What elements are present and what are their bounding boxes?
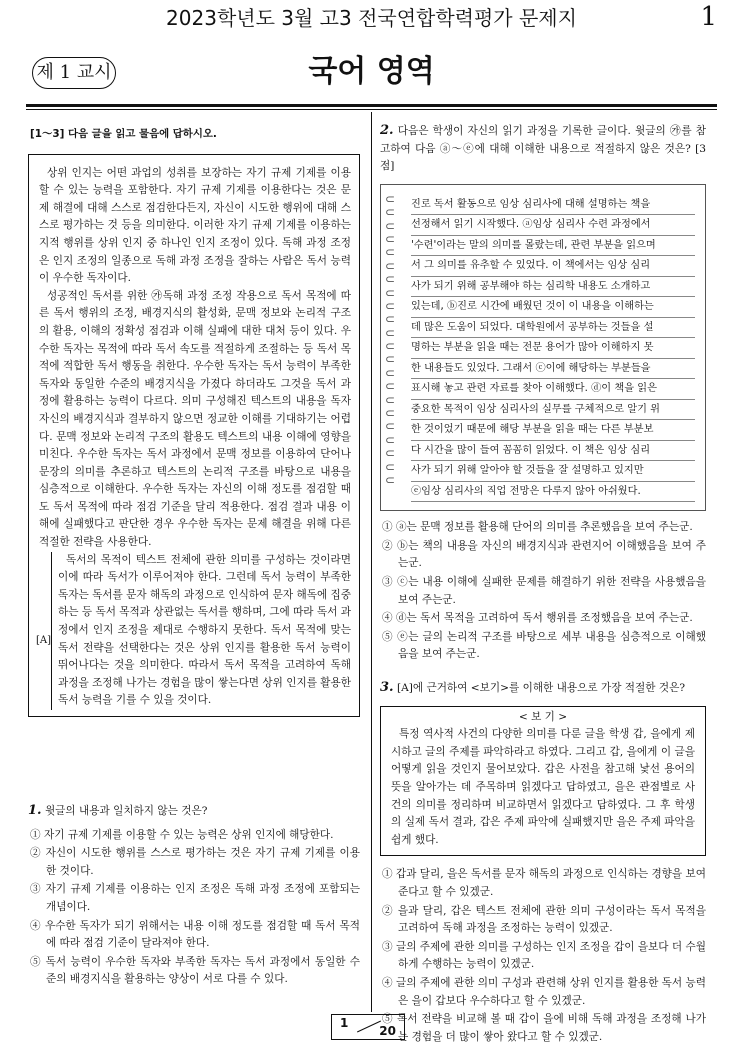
notebook-line: 명하는 부분을 읽을 때는 전문 용어가 많아 이해하지 못 bbox=[411, 338, 695, 359]
spiral-ring-icon: ⊂ bbox=[385, 258, 396, 273]
passage-paragraph-1: 상위 인지는 어떤 과업의 성취를 보장하는 자기 규제 기제를 이용할 수 있는 능력을 포함한다. 자기 규제 기제를 이용한다는 것은 문제 해결에 대해 스스로 점검한다든지, 자신이 시도한 행위에 대해 스스로 평가하는 것 등을 의미한다. 이러한 자기 규제 기제를 이용하는 지적 행위를 상위 인지 중 하나인 인지 조정이 있다. 독해 과정 조정은 인지 조정의 일종으로 독해 과정 조정을 잘하는 사람은 독서 능력이 우수한 독자이다. bbox=[39, 166, 351, 285]
notebook-line: 다 시간을 많이 들여 꼼꼼히 읽었다. 이 책은 임상 심리 bbox=[411, 441, 695, 462]
spiral-ring-icon: ⊂ bbox=[385, 419, 396, 434]
q3-option-3[interactable]: ③ 글의 주제에 관한 의미를 구성하는 인지 조정을 갑이 을보다 더 수월하게 수행하는 능력이 있겠군. bbox=[382, 940, 706, 971]
column-divider bbox=[371, 112, 372, 1012]
notebook-line: 서 그 의미를 유추할 수 있었다. 이 책에서는 임상 심리 bbox=[411, 256, 695, 277]
notebook-line: '수련'이라는 말의 의미를 몰랐는데, 관련 부분을 읽으며 bbox=[411, 236, 695, 257]
spiral-ring-icon: ⊂ bbox=[385, 191, 396, 206]
notebook-line: 사가 되기 위해 알아야 할 것들을 잘 설명하고 있지만 bbox=[411, 461, 695, 482]
footer-slash bbox=[357, 1021, 381, 1033]
spiral-ring-icon: ⊂ bbox=[385, 205, 396, 220]
question-2-stem bbox=[380, 122, 706, 176]
spiral-ring-icon: ⊂ bbox=[385, 379, 396, 394]
notebook-rings bbox=[385, 193, 405, 488]
notebook-line: 한 것이었기 때문에 해당 부분을 읽을 때는 다른 부분보 bbox=[411, 420, 695, 441]
left-column bbox=[28, 112, 360, 986]
spiral-ring-icon: ⊂ bbox=[385, 446, 396, 461]
q2-option-2[interactable]: ② ⓑ는 책의 내용을 자신의 배경지식과 관련지어 이해했음을 보여 주는군. bbox=[382, 539, 706, 570]
q1-option-3[interactable]: ③ 자기 규제 기제를 이용하는 인지 조정은 독해 과정 조정에 포함되는 개념이다. bbox=[30, 883, 360, 913]
question-1-text: 윗글의 내용과 일치하지 않는 것은? bbox=[44, 805, 208, 817]
q2-option-1[interactable]: ① ⓐ는 문맥 정보를 활용해 단어의 의미를 추론했음을 보여 주는군. bbox=[382, 521, 693, 534]
question-1-number: 1. bbox=[28, 803, 42, 818]
header-rule bbox=[26, 104, 717, 107]
page-number: 1 bbox=[700, 2, 717, 32]
notebook-line: 표시해 놓고 관련 자료를 찾아 이해했다. ⓓ이 책을 읽은 bbox=[411, 379, 695, 400]
right-column bbox=[380, 122, 706, 1047]
notebook-line: ⓔ임상 심리사의 직업 전망은 다루지 않아 아쉬웠다. bbox=[411, 482, 695, 503]
spiral-ring-icon: ⊂ bbox=[385, 231, 396, 246]
q2-option-3[interactable]: ③ ⓒ는 내용 이해에 실패한 문제를 해결하기 위한 전략을 사용했음을 보여 주는군. bbox=[382, 576, 706, 606]
q3-option-5[interactable]: ⑤ 독서 전략을 비교해 볼 때 갑이 을에 비해 독해 과정을 조정해 나가는 경험을 더 많이 쌓아 왔다고 할 수 있겠군. bbox=[382, 1013, 706, 1043]
bogi-title: < 보 기 > bbox=[518, 710, 568, 723]
exam-title: 2023학년도 3월 고3 전국연합학력평가 문제지 bbox=[166, 6, 577, 30]
spiral-ring-icon: ⊂ bbox=[385, 459, 396, 474]
subject-title: 국어 영역 bbox=[308, 54, 435, 89]
spiral-ring-icon: ⊂ bbox=[385, 218, 396, 233]
spiral-ring-icon: ⊂ bbox=[385, 392, 396, 407]
question-2-number: 2. bbox=[380, 123, 394, 138]
q1-option-5[interactable]: ⑤ 독서 능력이 우수한 독자와 부족한 독자는 독서 과정에서 동일한 수준의 배경지식을 활용하는 양상이 서로 다를 수 있다. bbox=[30, 955, 360, 986]
question-3-number: 3. bbox=[380, 680, 394, 696]
reading-passage bbox=[28, 154, 360, 717]
passage-paragraph-3: 독서의 목적이 텍스트 전체에 관한 의미를 구성하는 것이라면 이에 따라 독서가 이루어져야 한다. 그런데 독서 능력이 부족한 독자는 독서를 문자 해독의 과정으로 인식하여 문자 해독에 집중하는 등 독서 목적과 상관없는 독서를 행하며, 그에 따라 독서 과정에서 인지 조정을 제대로 수행하지 못한다. 독서 목적에 맞는 독서 전략을 선택한다는 것은 상위 인지를 활용한 독서 능력이 뛰어나다는 것을 의미한다. 따라서 독서 목적을 고려하여 독해 과정을 조정해 나가는 경험을 많이 쌓는다면 상위 인지를 활용한 독서 능력을 기를 수 있을 것이다. bbox=[58, 553, 352, 707]
spiral-ring-icon: ⊂ bbox=[385, 365, 396, 380]
question-1-stem bbox=[28, 802, 360, 821]
q3-option-1[interactable]: ① 갑과 달리, 을은 독서를 문자 해독의 과정으로 인식하는 경향을 보여 준다고 할 수 있겠군. bbox=[382, 868, 706, 898]
notebook-line: 있는데, ⓑ진로 시간에 배웠던 것이 이 내용을 이해하는 bbox=[411, 297, 695, 318]
question-1 bbox=[28, 802, 360, 990]
passage-bracket-a bbox=[36, 552, 352, 710]
q1-option-1[interactable]: ① 자기 규제 기제를 이용할 수 있는 능력은 상위 인지에 해당한다. bbox=[30, 828, 334, 841]
q3-option-4[interactable]: ④ 글의 주제에 관한 의미 구성과 관련해 상위 인지를 활용한 독서 능력은 을이 갑보다 우수하다고 할 수 있겠군. bbox=[382, 976, 706, 1007]
spiral-ring-icon: ⊂ bbox=[385, 339, 396, 354]
reading-log-notebook bbox=[380, 184, 706, 512]
q1-option-2[interactable]: ② 자신이 시도한 행위를 스스로 평가하는 것은 자기 규제 기제를 이용한 것이다. bbox=[30, 847, 360, 877]
bracket-tag: [A] bbox=[36, 634, 52, 646]
header-rule-thin bbox=[26, 109, 717, 110]
q3-option-2[interactable]: ② 을과 달리, 갑은 텍스트 전체에 관한 의미 구성이라는 독서 목적을 고려하여 독해 과정을 조정하는 능력이 있겠군. bbox=[382, 904, 706, 935]
bogi-text: 특정 역사적 사건의 다양한 의미를 다룬 글을 학생 갑, 을에게 제시하고 글의 주제를 파악하라고 하였다. 그리고 갑, 을에게 이 글을 어떻게 읽을 것인지 물어보았다. 갑은 사전을 참고해 낯선 용어의 뜻을 알아가는 데 주목하며 읽겠다고 답하였고, 을은 관점별로 사건의 의미를 정리하며 비교하면서 읽겠다고 답하였다. 그 후 학생의 실제 독서 결과, 갑은 주제 파악에 실패했지만 을은 주제 파악을 쉽게 했다. bbox=[391, 728, 695, 846]
spiral-ring-icon: ⊂ bbox=[385, 352, 396, 367]
question-3-stem bbox=[380, 679, 706, 698]
q2-option-5[interactable]: ⑤ ⓔ는 글의 논리적 구조를 바탕으로 세부 내용을 심층적으로 이해했음을 보여 주는군. bbox=[382, 630, 706, 661]
q2-option-4[interactable]: ④ ⓓ는 독서 목적을 고려하여 독서 행위를 조정했음을 보여 주는군. bbox=[382, 612, 693, 625]
spiral-ring-icon: ⊂ bbox=[385, 245, 396, 260]
notebook-line: 사가 되기 위해 공부해야 하는 심리학 내용도 소개하고 bbox=[411, 277, 695, 298]
spiral-ring-icon: ⊂ bbox=[385, 285, 396, 300]
page-footer bbox=[331, 1014, 405, 1040]
bogi-box bbox=[380, 706, 706, 857]
session-badge: 제 1 교시 bbox=[32, 57, 116, 89]
passage-paragraph-2: 성공적인 독서를 위한 ㉮독해 과정 조정 작용으로 독서 목적에 따른 독서 행위의 조정, 배경지식의 활성화, 문맥 정보와 논리적 구조의 활용, 이해의 정확성 점검과 이해 실패에 대한 대처 등이 있다. 우수한 독자는 목적에 따라 독서 속도를 적절하게 조절하는 등 독서 목적에 적합한 독서 행동을 취한다. 우수한 독자는 독서 능력이 부족한 독자와 동일한 수준의 배경지식을 가졌다 하더라도 그것을 독서 과정에 활용하는 능력이 다르다. 의미 구성해진 텍스트의 내용을 독자 자신의 배경지식과 결부하지 않으면 정교한 이해를 기대하기는 어렵다. 문맥 정보와 논리적 구조의 활용도 텍스트의 내용 이해에 영향을 미친다. 우수한 독자는 독서 과정에서 문맥 정보를 이용하여 단어나 문장의 의미를 추론하고 텍스트의 논리적 구조를 바탕으로 내용을 심층적으로 이해한다. 우수한 독자는 자신의 이해 정도를 점검할 때도 독서 목적에 따라 점검 기준을 달리 적용한다. 점검 결과 내용 이해에 실패했다고 판단한 경우 우수한 독자는 문제 해결을 위해 다른 적절한 전략을 사용한다. bbox=[39, 289, 351, 549]
spiral-ring-icon: ⊂ bbox=[385, 406, 396, 421]
notebook-line: 중요한 목적이 임상 심리사의 실무를 구체적으로 알기 위 bbox=[411, 400, 695, 421]
spiral-ring-icon: ⊂ bbox=[385, 432, 396, 447]
q1-option-4[interactable]: ④ 우수한 독자가 되기 위해서는 내용 이해 정도를 점검할 때 독서 목적에 따라 점검 기준이 달라져야 한다. bbox=[30, 919, 360, 950]
spiral-ring-icon: ⊂ bbox=[385, 312, 396, 327]
spiral-ring-icon: ⊂ bbox=[385, 272, 396, 287]
notebook-line: 진로 독서 활동으로 임상 심리사에 대해 설명하는 책을 bbox=[411, 195, 695, 216]
passage-intro: [1～3] 다음 글을 읽고 물음에 답하시오. bbox=[30, 128, 217, 140]
notebook-line: 한 내용들도 있었다. 그래서 ⓒ이에 해당하는 부분들을 bbox=[411, 359, 695, 380]
spiral-ring-icon: ⊂ bbox=[385, 472, 396, 487]
footer-current-page: 1 bbox=[340, 1016, 349, 1030]
question-2-text: 다음은 학생이 자신의 읽기 과정을 기록한 글이다. 윗글의 ㉮를 참고하여 다음 ⓐ～ⓔ에 대해 이해한 내용으로 적절하지 않은 것은? [3점] bbox=[380, 125, 706, 173]
spiral-ring-icon: ⊂ bbox=[385, 298, 396, 313]
spiral-ring-icon: ⊂ bbox=[385, 325, 396, 340]
notebook-line: 선정해서 읽기 시작했다. ⓐ임상 심리사 수련 과정에서 bbox=[411, 215, 695, 236]
notebook-line: 데 많은 도움이 되었다. 대학원에서 공부하는 것들을 설 bbox=[411, 318, 695, 339]
footer-total-pages: 20 bbox=[379, 1024, 396, 1038]
question-3-text: [A]에 근거하여 <보기>를 이해한 내용으로 가장 적절한 것은? bbox=[396, 682, 686, 695]
